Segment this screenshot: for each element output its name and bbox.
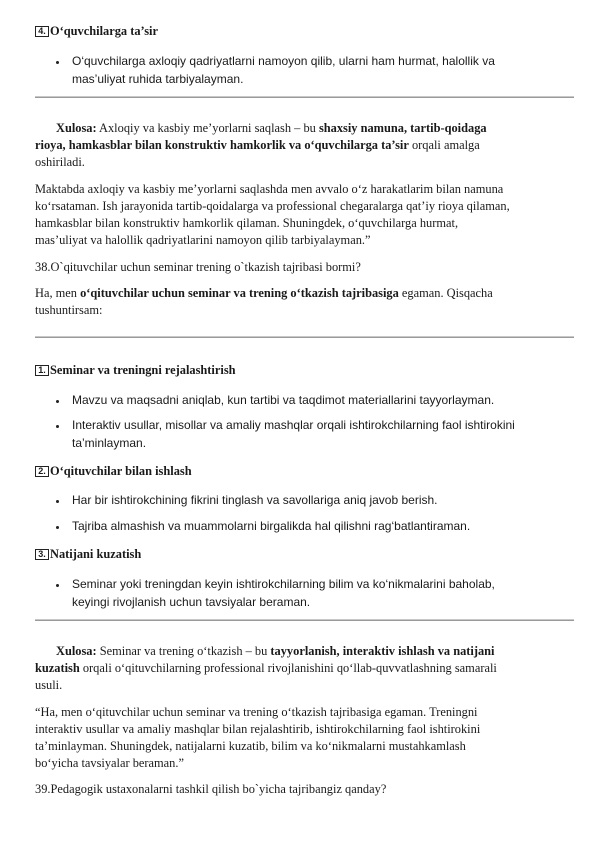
- bullet-text-cont: ta’minlayman.: [72, 436, 147, 450]
- bullet-icon: [56, 500, 59, 503]
- conclusion-line: usuli.: [35, 678, 63, 692]
- conclusion-line: rioya, hamkasblar bilan konstruktiv hamkorlik va o‘quvchilarga ta’sir orqali amalga: [35, 138, 480, 152]
- horizontal-rule: [35, 619, 574, 621]
- section-number: 1.: [35, 365, 49, 376]
- horizontal-rule: [35, 96, 574, 98]
- horizontal-rule: [35, 336, 574, 338]
- bullet-text: Har bir ishtirokchining fikrini tinglash va savollariga aniq javob berish.: [72, 493, 438, 507]
- bullet-icon: [56, 61, 59, 64]
- paragraph-line: bo‘yicha tavsiyalar beraman.”: [35, 756, 184, 770]
- bullet-text: O‘quvchilarga axloqiy qadriyatlarni namoyon qilib, ularni ham hurmat, halollik va: [72, 54, 495, 68]
- conclusion-label: Xulosa:: [56, 644, 97, 658]
- bullet-icon: [56, 584, 59, 587]
- conclusion-label: Xulosa:: [56, 121, 97, 135]
- bullet-text: Tajriba almashish va muammolarni birgalikda hal qilishni rag‘batlantiraman.: [72, 519, 471, 533]
- bullet-text: Seminar yoki treningdan keyin ishtirokchilarning bilim va ko‘nikmalarini baholab,: [72, 577, 495, 591]
- section-number: 4.: [35, 26, 49, 37]
- section-number: 3.: [35, 549, 49, 560]
- paragraph-line: interaktiv usullar va amaliy mashqlar bilan rejalashtirib, ishtirokchilarning faol ishtirokini: [35, 722, 481, 736]
- section-heading-results: 3. Natijani kuzatish: [35, 546, 141, 563]
- bullet-text: Interaktiv usullar, misollar va amaliy mashqlar orqali ishtirokchilarning faol ishtirokini: [72, 418, 515, 432]
- bullet-icon: [56, 425, 59, 428]
- paragraph-line: Maktabda axloqiy va kasbiy me’yorlarni saqlashda men avvalo o‘z harakatlarim bilan namuna: [35, 182, 504, 196]
- conclusion-line: kuzatish orqali o‘qituvchilarning professional rivojlanishini qo‘llab-quvvatlashning samarali: [35, 661, 497, 675]
- section-heading-teachers: 2. O‘qituvchilar bilan ishlash: [35, 463, 192, 480]
- section-number: 2.: [35, 466, 49, 477]
- paragraph-line: mas’uliyat va halollik qadriyatlarini namoyon qilib tarbiyalayman.”: [35, 233, 371, 247]
- answer-line: Ha, men o‘qituvchilar uchun seminar va trening o‘tkazish tajribasiga egaman. Qisqacha: [35, 286, 493, 300]
- bullet-icon: [56, 526, 59, 529]
- paragraph-line: “Ha, men o‘qituvchilar uchun seminar va trening o‘tkazish tajribasiga egaman. Treningni: [35, 705, 478, 719]
- paragraph-line: ko‘rsataman. Ish jarayonida tartib-qoidalarga va professional chegaralarga qat’iy rioya qilaman,: [35, 199, 510, 213]
- paragraph-line: hamkasblar bilan konstruktiv hamkorlik qilaman. Shuningdek, o‘quvchilarga hurmat,: [35, 216, 459, 230]
- conclusion-line: Xulosa: Axloqiy va kasbiy me’yorlarni saqlash – bu shaxsiy namuna, tartib-qoidaga: [56, 121, 487, 135]
- paragraph-line: ta’minlayman. Shuningdek, natijalarni kuzatib, bilim va ko‘nikmalarni mustahkamlash: [35, 739, 466, 753]
- conclusion-line: oshiriladi.: [35, 155, 85, 169]
- bullet-text-cont: mas’uliyat ruhida tarbiyalayman.: [72, 72, 244, 86]
- section-heading-planning: 1. Seminar va treningni rejalashtirish: [35, 362, 236, 379]
- question-38: 38.O`qituvchilar uchun seminar trening o`tkazish tajribasi bormi?: [35, 260, 361, 274]
- answer-line: tushuntirsam:: [35, 303, 103, 317]
- bullet-icon: [56, 400, 59, 403]
- bullet-text-cont: keyingi rivojlanish uchun tavsiyalar beraman.: [72, 595, 311, 609]
- question-39: 39.Pedagogik ustaxonalarni tashkil qilish bo`yicha tajribangiz qanday?: [35, 782, 387, 796]
- section-heading-influence: 4. O‘quvchilarga ta’sir: [35, 23, 158, 40]
- bullet-text: Mavzu va maqsadni aniqlab, kun tartibi va taqdimot materiallarini tayyorlayman.: [72, 393, 495, 407]
- conclusion-line: Xulosa: Seminar va trening o‘tkazish – bu tayyorlanish, interaktiv ishlash va natijani: [56, 644, 495, 658]
